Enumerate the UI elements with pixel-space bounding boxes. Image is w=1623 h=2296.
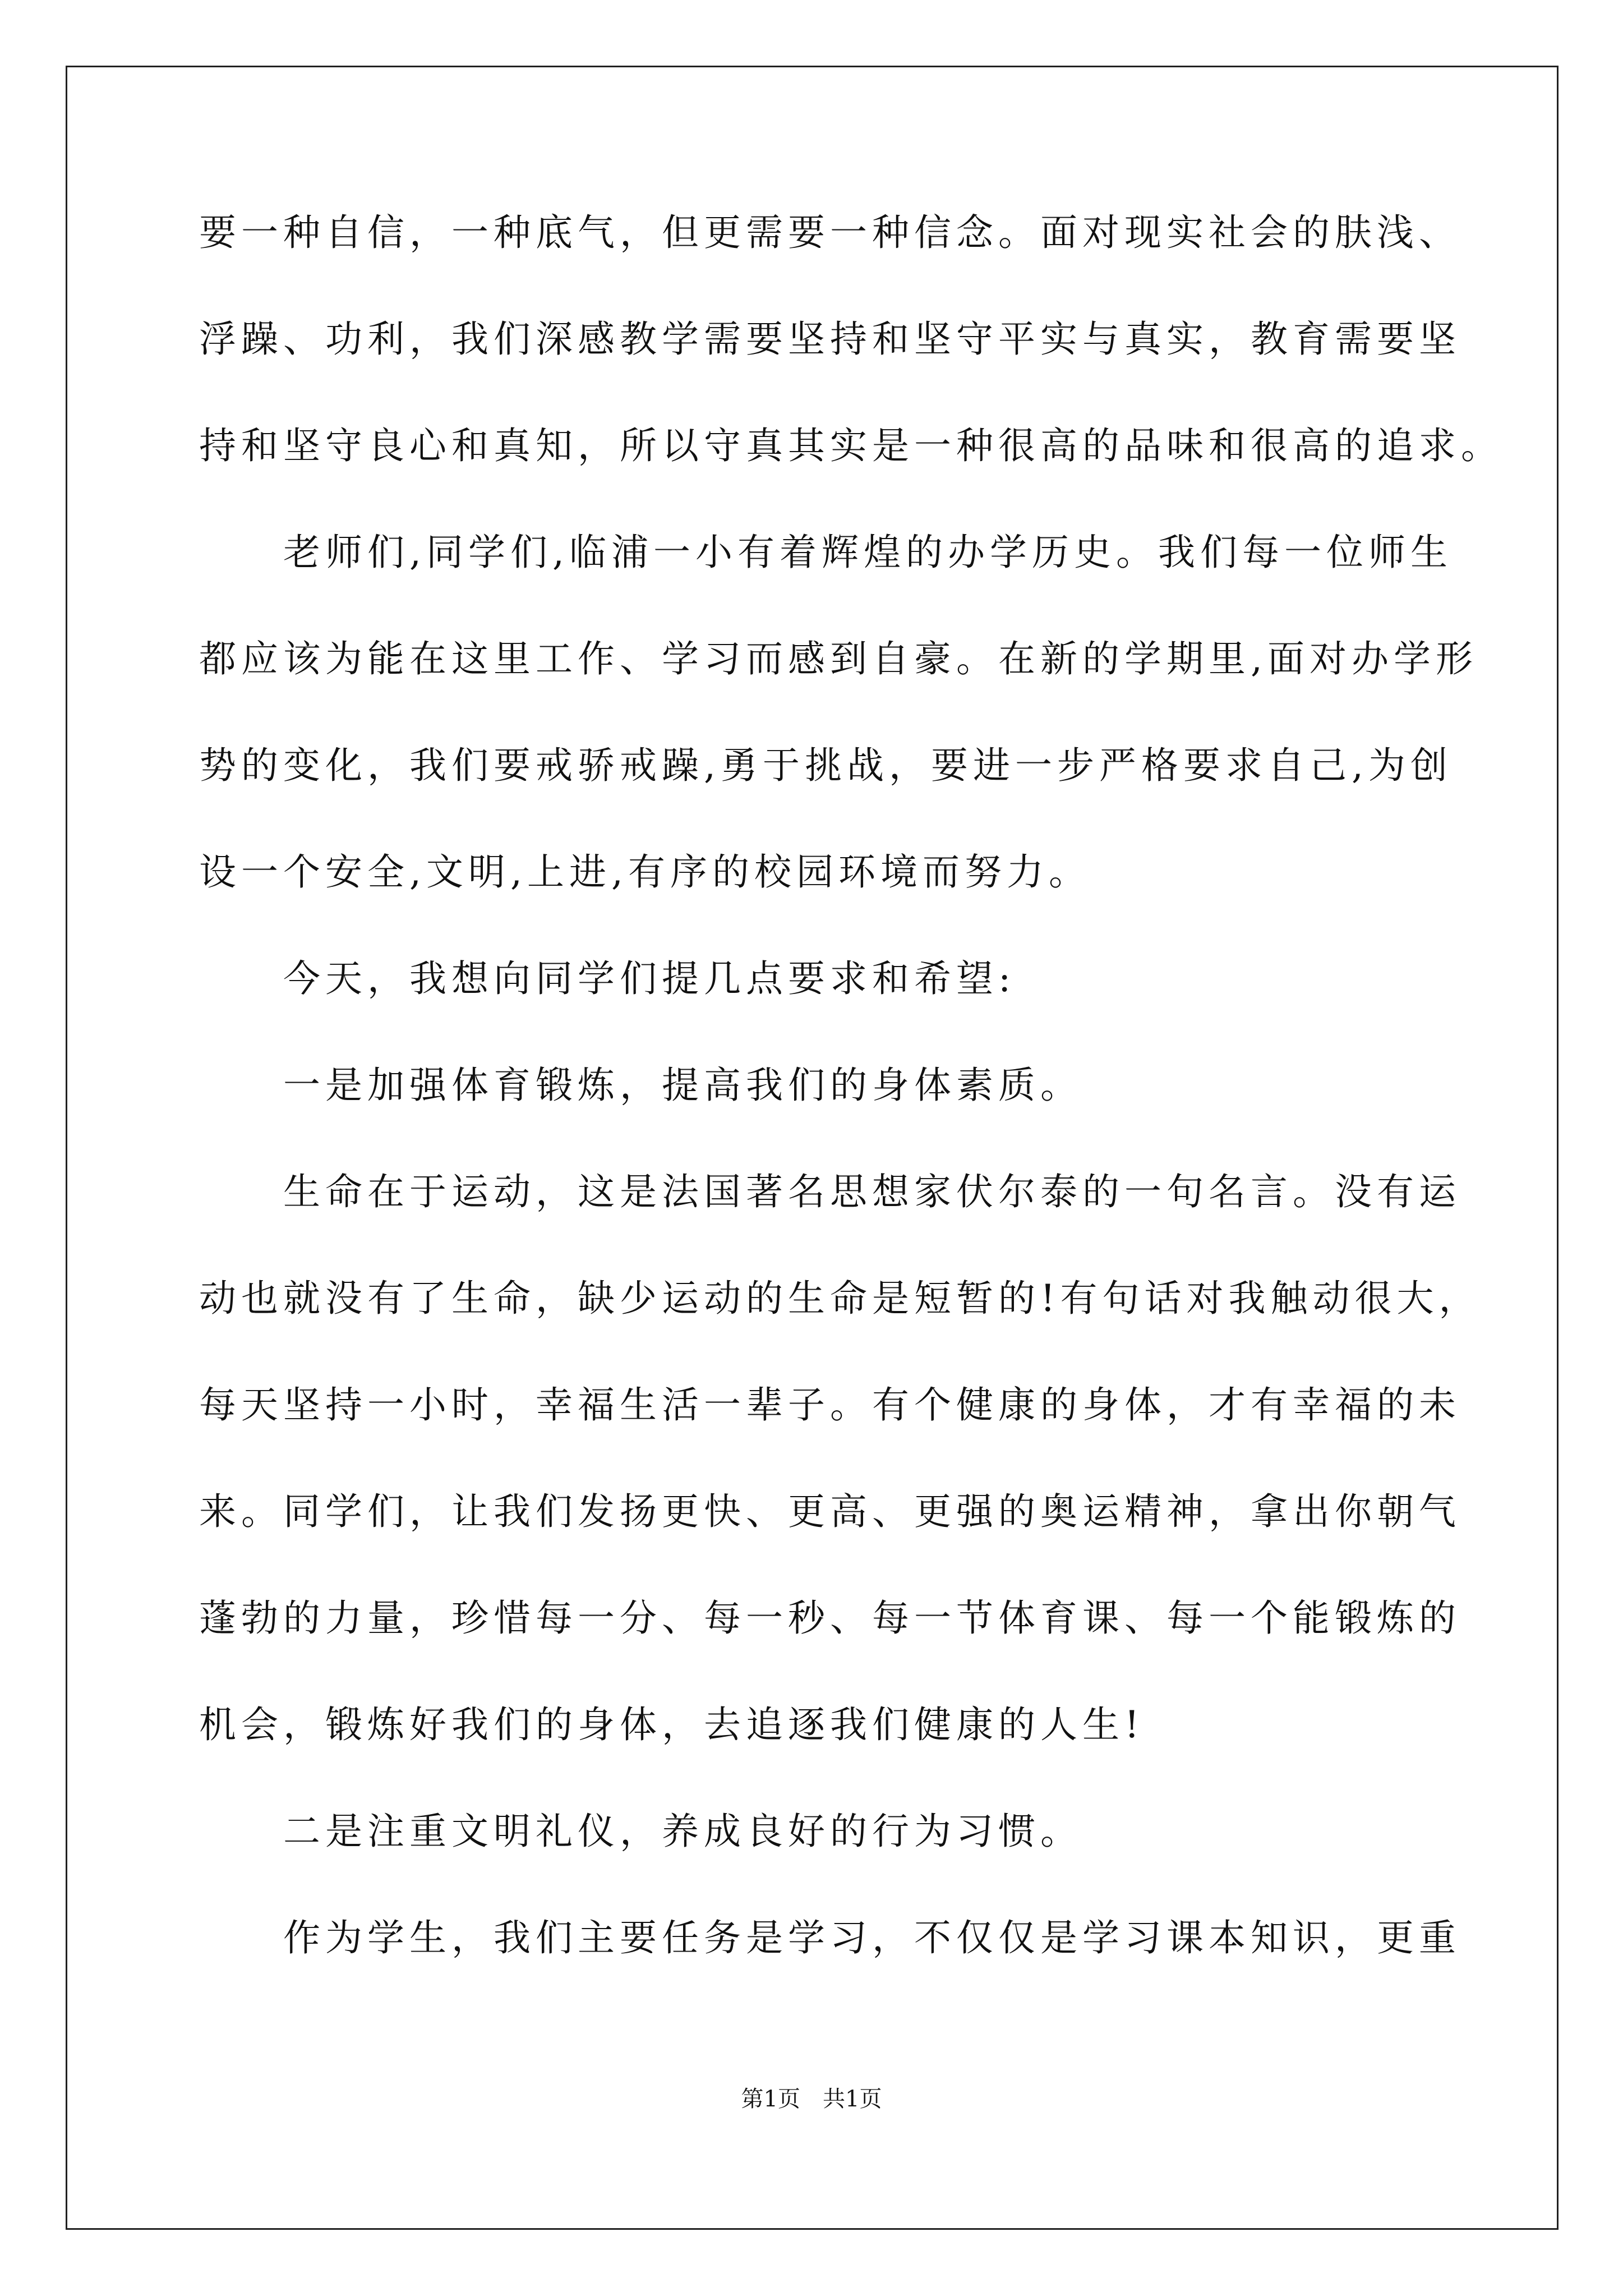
text-line-5: 都应该为能在这里工作、学习而感到自豪。在新的学期里,面对办学形 [199, 637, 1478, 680]
text-line-15: 机会，锻炼好我们的身体，去追逐我们健康的人生! [199, 1703, 1145, 1746]
text-line-9: 一是加强体育锻炼，提高我们的身体素质。 [199, 1064, 1082, 1107]
page-footer: 第1页 共1页 [741, 2086, 882, 2112]
text-line-14: 蓬勃的力量，珍惜每一分、每一秒、每一节体育课、每一个能锻炼的 [199, 1596, 1461, 1640]
text-line-11: 动也就没有了生命，缺少运动的生命是短暂的!有句话对我触动很大， [199, 1277, 1481, 1320]
text-line-1: 要一种自信，一种底气，但更需要一种信念。面对现实社会的肤浅、 [199, 211, 1461, 254]
text-line-16: 二是注重文明礼仪，养成良好的行为习惯。 [199, 1810, 1082, 1853]
text-line-2: 浮躁、功利，我们深感教学需要坚持和坚守平实与真实，教育需要坚 [199, 318, 1461, 361]
text-line-4: 老师们,同学们,临浦一小有着辉煌的办学历史。我们每一位师生 [199, 531, 1453, 574]
text-line-12: 每天坚持一小时，幸福生活一辈子。有个健康的身体，才有幸福的未 [199, 1383, 1461, 1427]
text-line-10: 生命在于运动，这是法国著名思想家伏尔泰的一句名言。没有运 [199, 1170, 1461, 1213]
text-line-17: 作为学生，我们主要任务是学习，不仅仅是学习课本知识，更重 [199, 1916, 1461, 1959]
text-line-6: 势的变化，我们要戒骄戒躁,勇于挑战，要进一步严格要求自己,为创 [199, 744, 1453, 787]
text-line-8: 今天，我想向同学们提几点要求和希望: [199, 957, 1016, 1000]
text-line-3: 持和坚守良心和真知，所以守真其实是一种很高的品味和很高的追求。 [199, 424, 1503, 467]
text-line-7: 设一个安全,文明,上进,有序的校园环境而努力。 [199, 850, 1091, 894]
text-line-13: 来。同学们，让我们发扬更快、更高、更强的奥运精神，拿出你朝气 [199, 1490, 1461, 1533]
